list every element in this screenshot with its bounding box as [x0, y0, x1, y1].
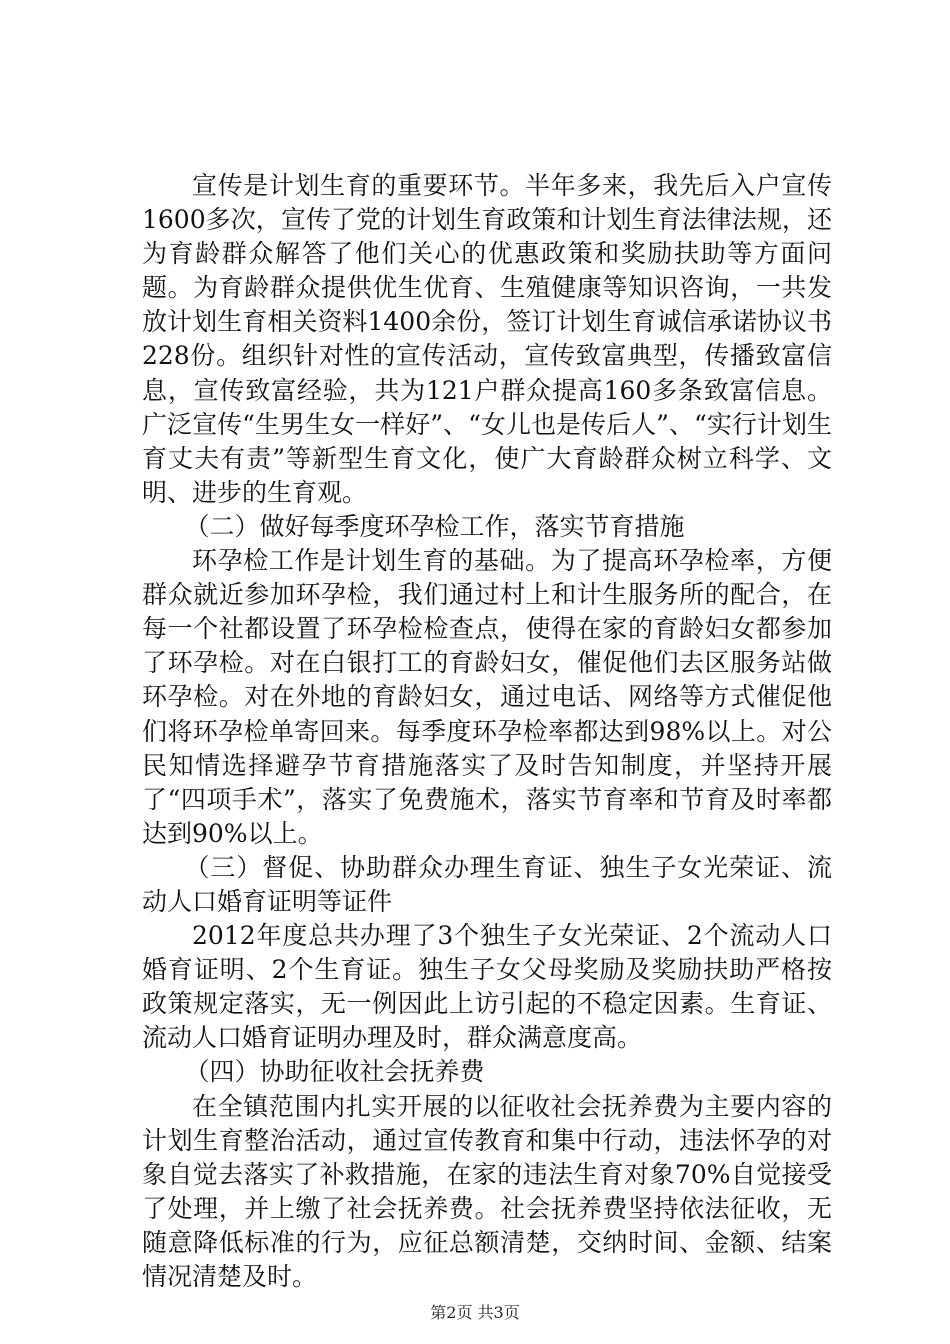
document-body [142, 169, 832, 1294]
paragraph-certificates: 2012年度总共办理了3个独生子女光荣证、2个流动人口婚育证明、2个生育证。独生子女父母奖励及奖励扶助严格按政策规定落实，无一例因此上访引起的不稳定因素。生育证、流动人口婚育证明办理及时，群众满意度高。 [142, 921, 832, 1053]
paragraph-pregnancy-check: 环孕检工作是计划生育的基础。为了提高环孕检率，方便群众就近参加环孕检，我们通过村上和计生服务所的配合，在每一个社都设置了环孕检检查点，使得在家的育龄妇女都参加了环孕检。对在白银打工的育龄妇女，催促他们去区服务站做环孕检。对在外地的育龄妇女，通过电话、网络等方式催促他们将环孕检单寄回来。每季度环孕检率都达到98%以上。对公民知情选择避孕节育措施落实了及时告知制度，并坚持开展了“四项手术”，落实了免费施术，落实节育率和节育及时率都达到90%以上。 [142, 546, 832, 848]
section-heading-3: （三）督促、协助群众办理生育证、独生子女光荣证、流动人口婚育证明等证件 [142, 852, 832, 916]
section-heading-4: （四）协助征收社会抚养费 [184, 1057, 485, 1087]
paragraph-publicity: 宣传是计划生育的重要环节。半年多来，我先后入户宣传1600多次，宣传了党的计划生育政策和计划生育法律法规，还为育龄群众解答了他们关心的优惠政策和奖励扶助等方面问题。为育龄群众提供优生优育、生殖健康等知识咨询，一共发放计划生育相关资料1400余份，签订计划生育诚信承诺协议书228份。组织针对性的宣传活动，宣传致富典型，传播致富信息，宣传致富经验，共为121户群众提高160多条致富信息。广泛宣传“生男生女一样好”、“女儿也是传后人”、“实行计划生育丈夫有责”等新型生育文化，使广大育龄群众树立科学、文明、进步的生育观。 [142, 171, 832, 507]
section-heading-2: （二）做好每季度环孕检工作，落实节育措施 [184, 511, 685, 541]
paragraph-social-fee: 在全镇范围内扎实开展的以征收社会抚养费为主要内容的计划生育整治活动，通过宣传教育和集中行动，违法怀孕的对象自觉去落实了补救措施，在家的违法生育对象70%自觉接受了处理，并上缴了社会抚养费。社会抚养费坚持依法征收，无随意降低标准的行为，应征总额清楚，交纳时间、金额、结案情况清楚及时。 [142, 1091, 832, 1291]
page-number-footer: 第2页 共3页 [430, 1303, 520, 1322]
